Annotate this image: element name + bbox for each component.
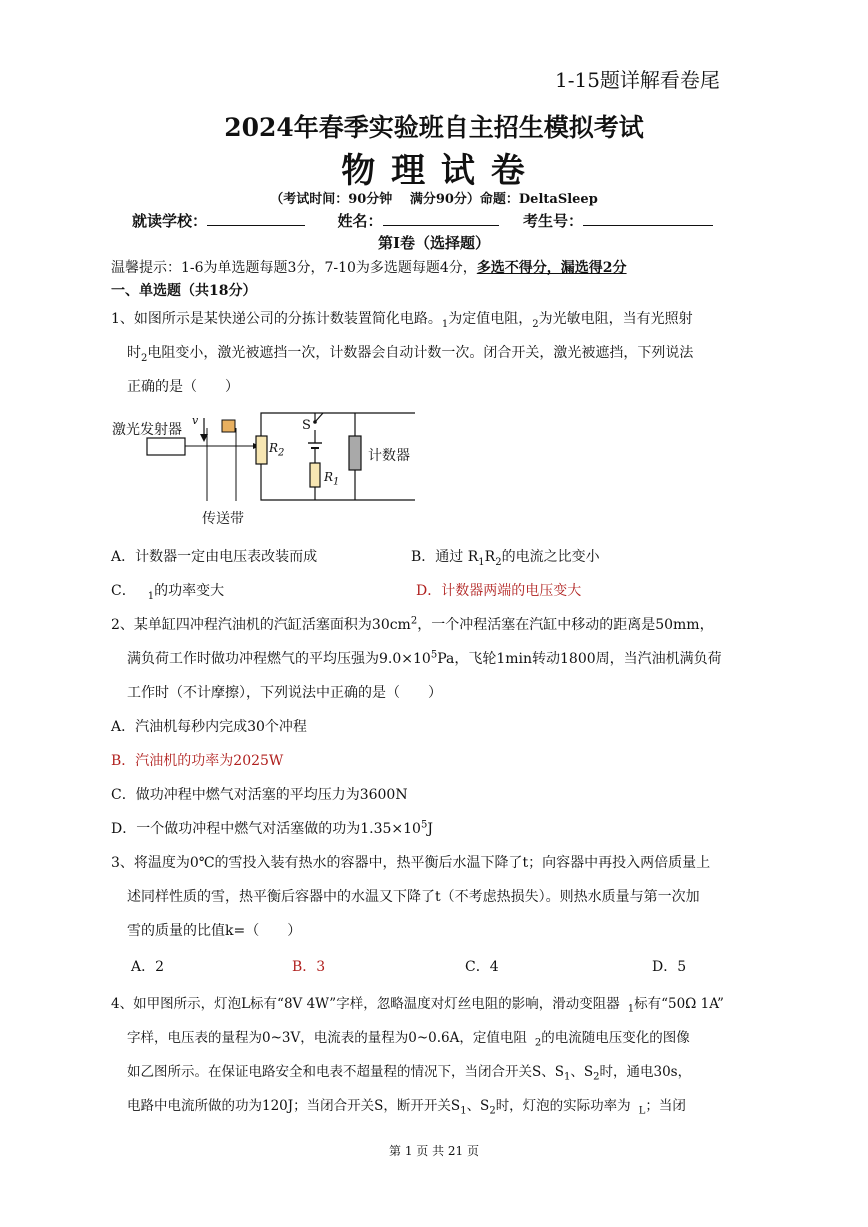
q1-text-a: 1、如图所示是某快递公司的分拣计数装置简化电路。 xyxy=(111,311,442,327)
q2-option-a[interactable]: A．汽油机每秒内完成30个冲程 xyxy=(111,719,307,735)
q3-option-d[interactable]: D．5 xyxy=(652,959,687,975)
q1-text-c: 为光敏电阻，当有光照射 xyxy=(538,311,693,327)
q1-text-e: 电阻变小，激光被遮挡一次，计数器会自动计数一次。闭合开关，激光被遮挡，下列说法 xyxy=(147,345,694,361)
counter-label: 计数器 xyxy=(368,448,410,464)
part-heading: 一、单选题（共18分） xyxy=(111,283,257,299)
tip-emphasis: 多选不得分，漏选得2分 xyxy=(476,260,627,276)
school-label: 就读学校： xyxy=(132,212,208,230)
q1-r2-sub: 2 xyxy=(532,318,539,330)
student-fields xyxy=(132,210,713,231)
tip xyxy=(111,257,627,277)
r1-resistor xyxy=(310,463,320,487)
q1-r1-sub: 1 xyxy=(441,318,449,330)
r1-label: $R_1$ xyxy=(324,470,340,488)
s-label: S xyxy=(302,418,311,433)
q4-line1: 4、如甲图所示，灯泡L标有“8V 4W”字样，忽略温度对灯丝电阻的影响，滑动变阻器 $_1$标有“50Ω 1A” xyxy=(111,996,724,1015)
q3-option-c[interactable]: C．4 xyxy=(465,959,499,975)
exam-title: 2024年春季实验班自主招生模拟考试 xyxy=(224,113,644,142)
q1-option-d[interactable]: D．计数器两端的电压变大 xyxy=(416,583,582,599)
q4-line3: 如乙图所示。在保证电路安全和电表不超量程的情况下，当闭合开关S、$S_1$、$S_2$时，通电30s， xyxy=(127,1064,692,1083)
switch-s xyxy=(315,413,323,422)
q1-line2 xyxy=(127,342,693,364)
q2-line3: 工作时（不计摩擦），下列说法中正确的是（ ） xyxy=(127,685,442,701)
q2-option-d[interactable]: D．一个做功冲程中燃气对活塞做的功为$1.35\times 10^5J$ xyxy=(111,819,433,837)
corner-note: 1-15题详解看卷尾 xyxy=(555,68,720,92)
school-field[interactable] xyxy=(207,211,305,226)
exam-info: （考试时间：90分钟 满分90分）命题：DeltaSleep xyxy=(270,192,598,207)
laser-label: 激光发射器 xyxy=(112,422,182,438)
r2-resistor xyxy=(256,436,267,464)
q2-line1: 2、某单缸四冲程汽油机的汽缸活塞面积为$30cm^2$，一个冲程活塞在汽缸中移动的距离是50mm， xyxy=(111,615,714,633)
q1-option-b[interactable]: B．通过 $R_1R_2$的电流之比变小 xyxy=(411,549,600,568)
id-label: 考生号： xyxy=(522,212,583,230)
q3-option-b[interactable]: B．3 xyxy=(292,959,326,975)
q2-line2: 满负荷工作时做功冲程燃气的平均压强为$9.0\times 10^5Pa$，飞轮1min转动1800周，当汽油机满负荷 xyxy=(127,649,722,667)
counter-device xyxy=(349,436,361,470)
q1-line2-sub: 2 xyxy=(141,352,148,364)
name-field[interactable] xyxy=(383,211,499,226)
q2-option-b[interactable]: B．汽油机的功率为2025W xyxy=(111,753,284,769)
q1-text-d: 时 xyxy=(127,345,141,361)
belt-label: 传送带 xyxy=(202,511,244,527)
subject-title: 物 理 试 卷 xyxy=(341,151,527,191)
q3-line2: 述同样性质的雪，热平衡后容器中的水温又下降了t（不考虑热损失）。则热水质量与第一次加 xyxy=(127,889,700,905)
id-field[interactable] xyxy=(583,211,713,226)
q3-option-a[interactable]: A．2 xyxy=(131,959,165,975)
tip-text: 温馨提示：1-6为单选题每题3分，7-10为多选题每题4分， xyxy=(111,260,477,276)
section-title: 第Ⅰ卷（选择题） xyxy=(377,234,491,252)
q4-line2: 字样，电压表的量程为0~3V，电流表的量程为0~0.6A，定值电阻 $_2$的电流随电压变化的图像 xyxy=(127,1030,690,1049)
q3-line1: 3、将温度为0℃的雪投入装有热水的容器中，热平衡后水温下降了t；向容器中再投入两倍质量上 xyxy=(111,855,711,871)
q4-line4: 电路中电流所做的功为120J；当闭合开关S，断开开关$S_1$、$S_2$时，灯泡的实际功率为 $_L$；当闭 xyxy=(127,1098,686,1117)
q2-option-c[interactable]: C．做功冲程中燃气对活塞的平均压力为3600N xyxy=(111,787,408,803)
q1-option-a[interactable]: A．计数器一定由电压表改装而成 xyxy=(111,549,318,565)
q1-line1 xyxy=(111,308,693,330)
q1-line3: 正确的是（ ） xyxy=(127,379,239,395)
q1-option-c[interactable]: C． $_1$的功率变大 xyxy=(111,583,225,602)
page-footer: 第 1 页 共 21 页 xyxy=(389,1144,479,1158)
v-label: v xyxy=(192,414,199,427)
q3-line3: 雪的质量的比值k=（ ） xyxy=(127,923,302,939)
r2-label: $R_2$ xyxy=(269,441,285,459)
q1-text-b: 为定值电阻， xyxy=(448,311,533,327)
laser-emitter xyxy=(147,438,185,455)
package xyxy=(222,420,235,432)
name-label: 姓名： xyxy=(337,212,383,230)
